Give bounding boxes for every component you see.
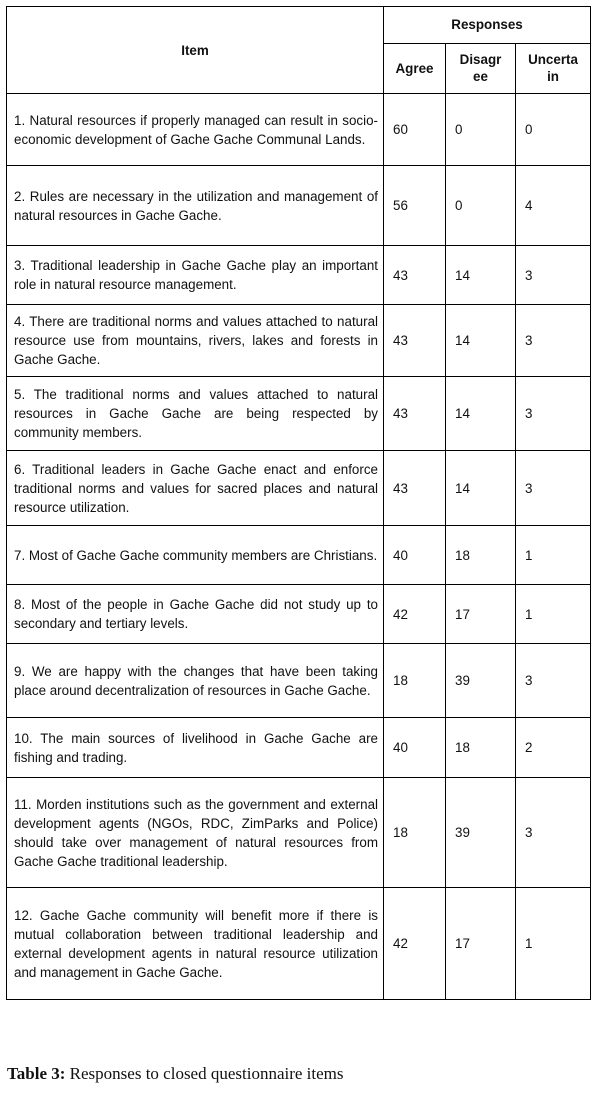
row-uncertain-value: 1 bbox=[516, 526, 591, 585]
row-item-text: 7. Most of Gache Gache community members are Christians. bbox=[7, 526, 384, 585]
table-row bbox=[7, 246, 591, 305]
table-row bbox=[7, 451, 591, 526]
row-item-text: 5. The traditional norms and values attached to natural resources in Gache Gache are being respected by community members. bbox=[7, 377, 384, 451]
row-agree-value: 60 bbox=[384, 94, 446, 166]
row-agree-value: 42 bbox=[384, 585, 446, 644]
header-uncertain bbox=[516, 43, 591, 93]
table-body bbox=[7, 94, 591, 1000]
header-disagree bbox=[446, 43, 516, 93]
row-item-text: 9. We are happy with the changes that have been taking place around decentralization of resources in Gache Gache. bbox=[7, 644, 384, 718]
table-row bbox=[7, 166, 591, 246]
responses-table bbox=[6, 6, 591, 1000]
row-item-text: 11. Morden institutions such as the government and external development agents (NGOs, RDC, ZimParks and Police) should take over management of natural resources from Gache Gache traditional leadership. bbox=[7, 778, 384, 888]
table-row bbox=[7, 888, 591, 1000]
row-agree-value: 18 bbox=[384, 644, 446, 718]
caption-label: Table 3: bbox=[7, 1064, 66, 1083]
row-uncertain-value: 3 bbox=[516, 451, 591, 526]
row-uncertain-value: 2 bbox=[516, 718, 591, 778]
row-disagree-value: 0 bbox=[446, 94, 516, 166]
row-agree-value: 18 bbox=[384, 778, 446, 888]
table-row bbox=[7, 778, 591, 888]
row-item-text: 1. Natural resources if properly managed can result in socio-economic development of Gache Gache Communal Lands. bbox=[7, 94, 384, 166]
row-uncertain-value: 1 bbox=[516, 888, 591, 1000]
row-agree-value: 42 bbox=[384, 888, 446, 1000]
row-uncertain-value: 3 bbox=[516, 644, 591, 718]
row-item-text: 3. Traditional leadership in Gache Gache play an important role in natural resource management. bbox=[7, 246, 384, 305]
row-disagree-value: 39 bbox=[446, 644, 516, 718]
row-agree-value: 40 bbox=[384, 526, 446, 585]
row-agree-value: 43 bbox=[384, 451, 446, 526]
row-agree-value: 56 bbox=[384, 166, 446, 246]
table-row bbox=[7, 94, 591, 166]
row-disagree-value: 14 bbox=[446, 305, 516, 377]
row-disagree-value: 18 bbox=[446, 526, 516, 585]
row-disagree-value: 14 bbox=[446, 246, 516, 305]
row-disagree-value: 39 bbox=[446, 778, 516, 888]
row-uncertain-value: 4 bbox=[516, 166, 591, 246]
table-row bbox=[7, 585, 591, 644]
row-item-text: 2. Rules are necessary in the utilization and management of natural resources in Gache Gache. bbox=[7, 166, 384, 246]
row-uncertain-value: 3 bbox=[516, 778, 591, 888]
row-agree-value: 40 bbox=[384, 718, 446, 778]
header-agree: Agree bbox=[384, 43, 446, 93]
row-uncertain-value: 3 bbox=[516, 377, 591, 451]
header-item: Item bbox=[7, 7, 384, 94]
table-caption bbox=[7, 1064, 344, 1084]
row-uncertain-value: 0 bbox=[516, 94, 591, 166]
row-item-text: 8. Most of the people in Gache Gache did not study up to secondary and tertiary levels. bbox=[7, 585, 384, 644]
row-uncertain-value: 1 bbox=[516, 585, 591, 644]
row-disagree-value: 17 bbox=[446, 888, 516, 1000]
row-agree-value: 43 bbox=[384, 246, 446, 305]
table-row bbox=[7, 526, 591, 585]
table-row bbox=[7, 305, 591, 377]
row-disagree-value: 14 bbox=[446, 451, 516, 526]
row-item-text: 6. Traditional leaders in Gache Gache enact and enforce traditional norms and values for sacred places and natural resource utilization. bbox=[7, 451, 384, 526]
row-disagree-value: 18 bbox=[446, 718, 516, 778]
header-responses: Responses bbox=[384, 7, 591, 44]
row-disagree-value: 14 bbox=[446, 377, 516, 451]
table-row bbox=[7, 377, 591, 451]
caption-text: Responses to closed questionnaire items bbox=[69, 1064, 344, 1083]
row-item-text: 12. Gache Gache community will benefit more if there is mutual collaboration between traditional leadership and external development agents in natural resource utilization and management in Gache Gache. bbox=[7, 888, 384, 1000]
row-disagree-value: 17 bbox=[446, 585, 516, 644]
row-agree-value: 43 bbox=[384, 305, 446, 377]
header-disagree-text: Disagr ee bbox=[459, 52, 502, 85]
row-disagree-value: 0 bbox=[446, 166, 516, 246]
row-uncertain-value: 3 bbox=[516, 305, 591, 377]
table-row bbox=[7, 718, 591, 778]
row-agree-value: 43 bbox=[384, 377, 446, 451]
row-item-text: 10. The main sources of livelihood in Gache Gache are fishing and trading. bbox=[7, 718, 384, 778]
row-uncertain-value: 3 bbox=[516, 246, 591, 305]
row-item-text: 4. There are traditional norms and values attached to natural resource use from mountains, rivers, lakes and forests in Gache Gache. bbox=[7, 305, 384, 377]
table-row bbox=[7, 644, 591, 718]
header-uncertain-text: Uncerta in bbox=[528, 52, 578, 85]
